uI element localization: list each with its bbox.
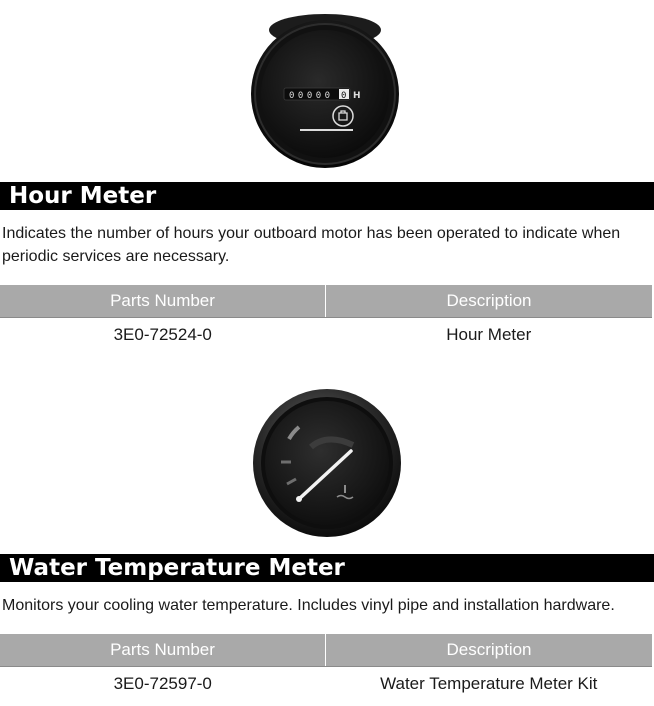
hour-meter-last-digit: 0 (341, 91, 347, 101)
column-header-parts-number: Parts Number (0, 634, 326, 667)
parts-number-cell: 3E0-72524-0 (113, 324, 212, 344)
column-header-description: Description (326, 634, 653, 667)
hour-meter-digits: 00000 (289, 91, 334, 101)
hour-meter-gauge-image (243, 6, 407, 170)
water-temperature-meter-description: Monitors your cooling water temperature. Includes vinyl pipe and installation hardware. (2, 597, 615, 614)
hour-meter-parts-table (0, 285, 652, 351)
table-header-row (0, 285, 652, 318)
water-temperature-gauge-image (251, 387, 403, 539)
description-cell: Hour Meter (446, 324, 532, 344)
section-title-hour-meter: Hour Meter (0, 182, 654, 210)
section-title-water-temperature-meter: Water Temperature Meter (0, 554, 654, 582)
hour-meter-description: Indicates the number of hours your outboard motor has been operated to indicate when periodic services are necessary. (2, 225, 621, 265)
column-header-parts-number: Parts Number (0, 285, 326, 318)
table-header-row (0, 634, 652, 667)
table-row (0, 667, 652, 701)
temperature-gauge-icon (251, 387, 403, 539)
hour-meter-gauge-icon (243, 6, 407, 170)
water-temperature-parts-table (0, 634, 652, 700)
description-cell: Water Temperature Meter Kit (380, 673, 598, 693)
parts-number-cell: 3E0-72597-0 (113, 673, 212, 693)
column-header-description: Description (326, 285, 653, 318)
hour-meter-unit: H (353, 91, 361, 101)
table-row (0, 318, 652, 352)
